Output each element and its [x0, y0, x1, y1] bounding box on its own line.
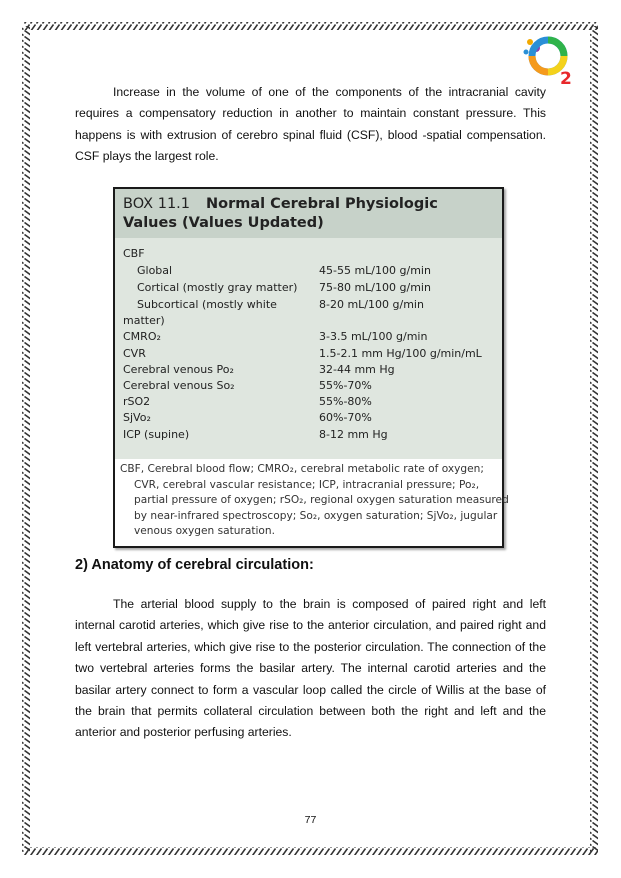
page-number: 77: [304, 814, 317, 826]
box-title-line1: Normal Cerebral Physiologic: [206, 196, 438, 212]
row-label: Cortical (mostly gray matter): [137, 281, 298, 294]
box-title: [123, 195, 498, 233]
box-title-line2: Values (Values Updated): [123, 215, 324, 231]
box-footnote: CBF, Cerebral blood flow; CMRO₂, cerebral metabolic rate of oxygen; CVR, cerebral vascular resistance; ICP, intracranial pressure; Po₂, partial pressure of oxygen; rSO₂, regional oxygen saturation measured by near-infrared spectroscopy; So₂, oxygen saturation; SjVo₂, jugular venous oxygen saturation.: [120, 463, 509, 537]
row-label: Subcortical (mostly white: [137, 298, 277, 311]
row-label: SjVo₂: [123, 411, 151, 424]
row-label: Cerebral venous Po₂: [123, 363, 234, 376]
row-value: 3-3.5 mL/100 g/min: [319, 330, 428, 343]
row-value: 8-12 mm Hg: [319, 428, 388, 441]
row-label: CMRO₂: [123, 330, 161, 343]
row-value: 55%-70%: [319, 379, 372, 392]
row-label: Cerebral venous So₂: [123, 379, 235, 392]
physiologic-values-box: [113, 187, 509, 548]
row-value: 75-80 mL/100 g/min: [319, 281, 431, 294]
row-value: 60%-70%: [319, 411, 372, 424]
box-number: BOX 11.1: [123, 196, 191, 212]
section-heading: 2) Anatomy of cerebral circulation:: [75, 557, 314, 573]
box-header: [115, 189, 502, 238]
row-value: 1.5-2.1 mm Hg/100 g/min/mL: [319, 347, 482, 360]
anatomy-paragraph: The arterial blood supply to the brain is composed of paired right and left internal carotid arteries, which give rise to the anterior circulation, and paired right and left vertebral arteries, which give rise to the posterior circulation. The connection of the two vertebral arteries forms the basilar artery. The internal carotid arteries and the basilar artery connect to form a vascular loop called the circle of Willis at the base of the brain that permits collateral circulation between both the right and left and the anterior and posterior perfusing arteries.: [75, 597, 546, 740]
row-value: 8-20 mL/100 g/min: [319, 298, 424, 311]
row-label: rSO2: [123, 395, 151, 408]
intro-paragraph: Increase in the volume of one of the components of the intracranial cavity requires a compensatory reduction in another to maintain constant pressure. This happens is with extrusion of cerebro spinal fluid (CSF), blood -spatial compensation. CSF plays the largest role.: [75, 85, 546, 164]
row-value: 55%-80%: [319, 395, 372, 408]
box-values-table: [115, 238, 502, 459]
row-label: Global: [137, 264, 173, 277]
row-value: 45-55 mL/100 g/min: [319, 264, 431, 277]
row-label: ICP (supine): [123, 428, 190, 441]
row-label: CBF: [123, 247, 145, 260]
o2-logo: [522, 34, 578, 88]
row-label: matter): [123, 314, 165, 327]
row-label: CVR: [123, 347, 146, 360]
row-value: 32-44 mm Hg: [319, 363, 395, 376]
svg-text:2: 2: [560, 69, 572, 88]
